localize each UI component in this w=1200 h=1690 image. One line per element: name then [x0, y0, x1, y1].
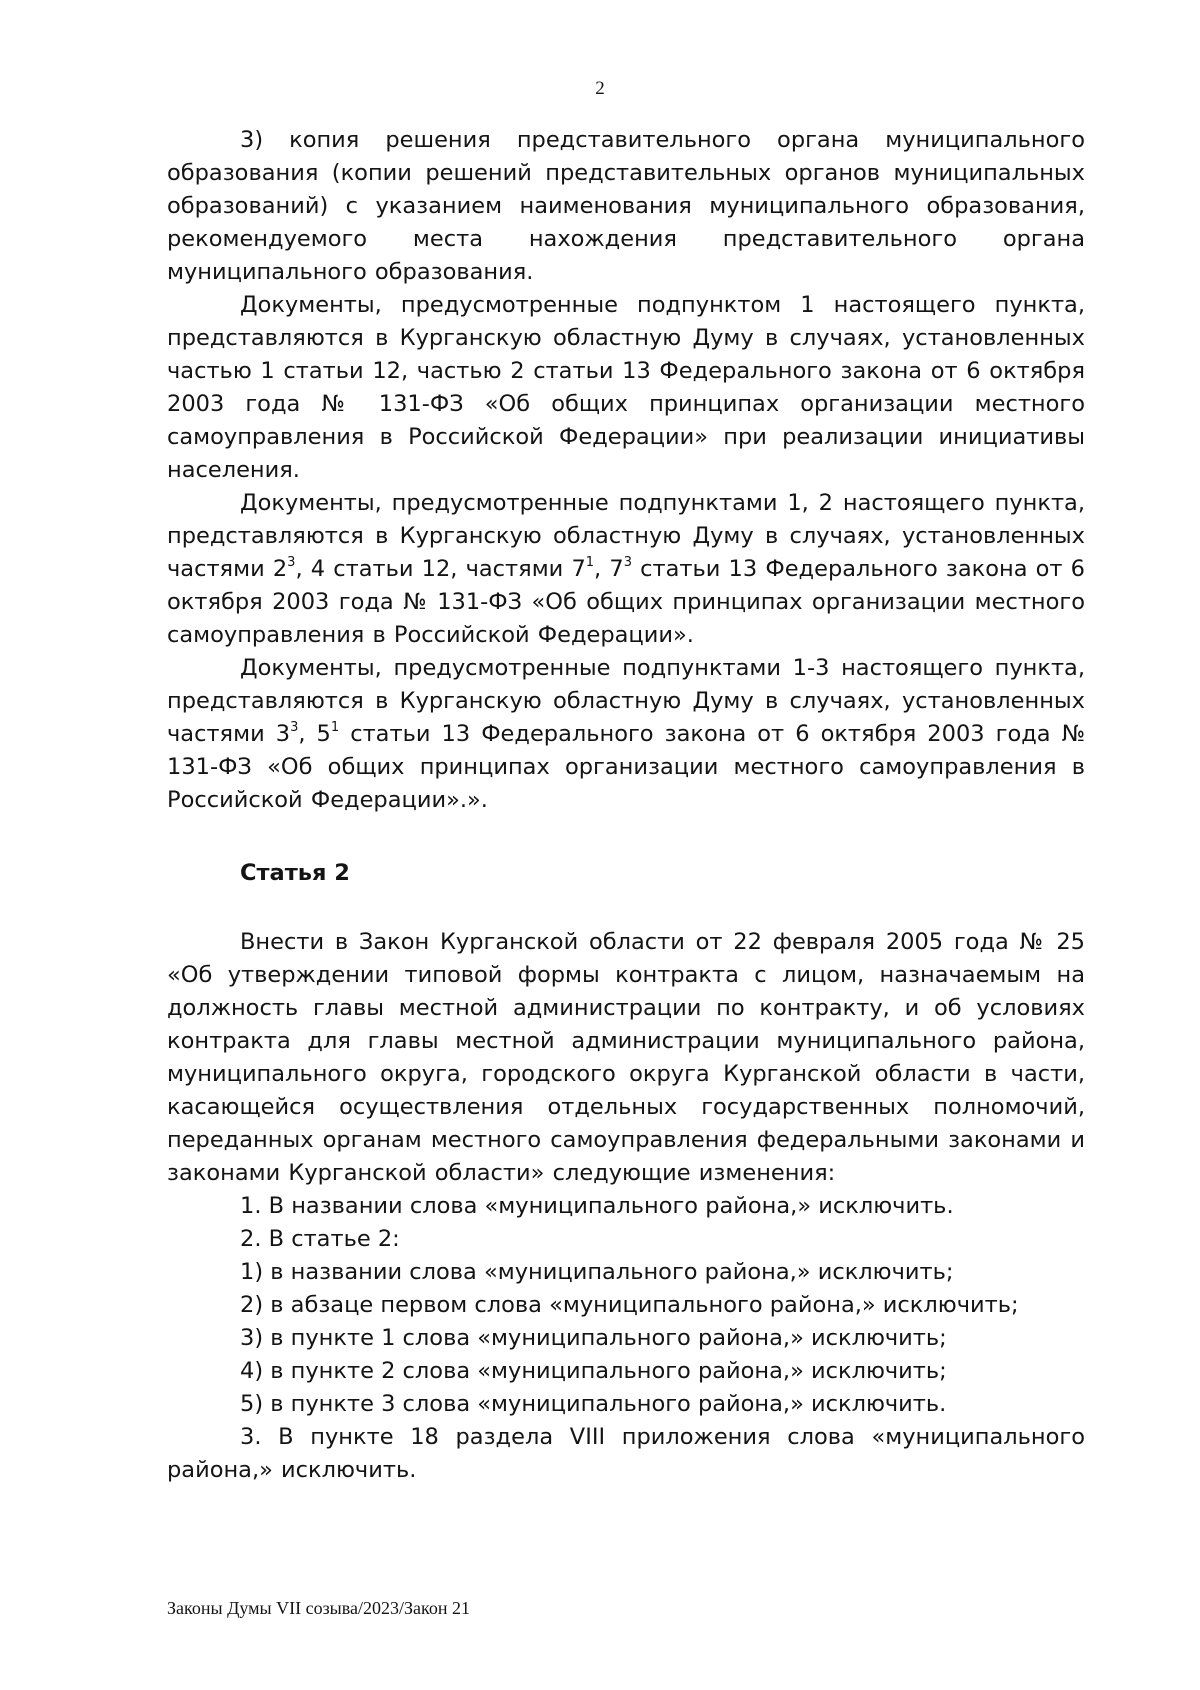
paragraph-documents-3	[167, 652, 1085, 817]
paragraph-subitem-3: 3) копия решения представительного органа муниципального образования (копии решений представительных органов муниципальных образований) с указанием наименования муниципального образования, рекомендуемого места нахождения представительного органа муниципального образования.	[167, 127, 1085, 285]
text-run: , 7	[594, 556, 624, 582]
text-run: , 4 статьи 12, частями 7	[295, 556, 586, 582]
list-item: 1. В названии слова «муниципального района,» исключить.	[240, 1193, 954, 1219]
paragraph-article-intro: Внести в Закон Курганской области от 22 февраля 2005 года № 25 «Об утверждении типовой формы контракта с лицом, назначаемым на должность главы местной администрации по контракту, и об условиях контракта для главы местной администрации муниципального района, муниципального округа, городского округа Курганской области в части, касающейся осуществления отдельных государственных полномочий, переданных органам местного самоуправления федеральными законами и законами Курганской области» следующие изменения:	[167, 929, 1085, 1186]
superscript: 1	[585, 554, 595, 570]
article-heading: Статья 2	[240, 860, 350, 886]
paragraph-documents-1: Документы, предусмотренные подпунктом 1 настоящего пункта, представляются в Курганскую областную Думу в случаях, установленных частью 1 статьи 12, частью 2 статьи 13 Федерального закона от 6 октября 2003 года № 131-ФЗ «Об общих принципах организации местного самоуправления в Российской Федерации» при реализации инициативы населения.	[167, 292, 1085, 483]
page-number: 2	[595, 78, 605, 99]
paragraph-item-3: 3. В пункте 18 раздела VIII приложения слова «муниципального района,» исключить.	[167, 1424, 1085, 1483]
list-item: 3) в пункте 1 слова «муниципального района,» исключить;	[240, 1325, 947, 1351]
footer-document-id: Законы Думы VII созыва/2023/Закон 21	[167, 1598, 470, 1618]
list-item: 5) в пункте 3 слова «муниципального района,» исключить.	[240, 1391, 947, 1417]
list-item: 2) в абзаце первом слова «муниципального района,» исключить;	[240, 1292, 1019, 1318]
superscript: 3	[290, 719, 299, 735]
list-item: 1) в названии слова «муниципального района,» исключить;	[240, 1259, 954, 1285]
list-item: 4) в пункте 2 слова «муниципального района,» исключить;	[240, 1358, 947, 1384]
paragraph-documents-2	[167, 487, 1085, 652]
list-item: 2. В статье 2:	[240, 1226, 400, 1252]
document-body	[167, 124, 1085, 1487]
superscript: 3	[287, 554, 296, 570]
text-run: Документы, предусмотренные подпунктами 1, 2 настоящего пункта, представляются в Курганскую областную Думу в случаях, установленных частями 2	[167, 490, 1085, 582]
text-run: статьи 13 Федерального закона от 6 октября 2003 года № 131-ФЗ «Об общих принципах организации местного самоуправления в Российской Федерации».	[167, 556, 1085, 648]
text-run: статьи 13 Федерального закона от 6 октября 2003 года № 131-ФЗ «Об общих принципах организации местного самоуправления в Российской Федерации».».	[167, 721, 1085, 813]
text-run: , 5	[298, 721, 331, 747]
superscript: 1	[330, 719, 340, 735]
superscript: 3	[623, 554, 632, 570]
text-run: Документы, предусмотренные подпунктами 1-3 настоящего пункта, представляются в Курганскую областную Думу в случаях, установленных частями 3	[167, 655, 1085, 747]
